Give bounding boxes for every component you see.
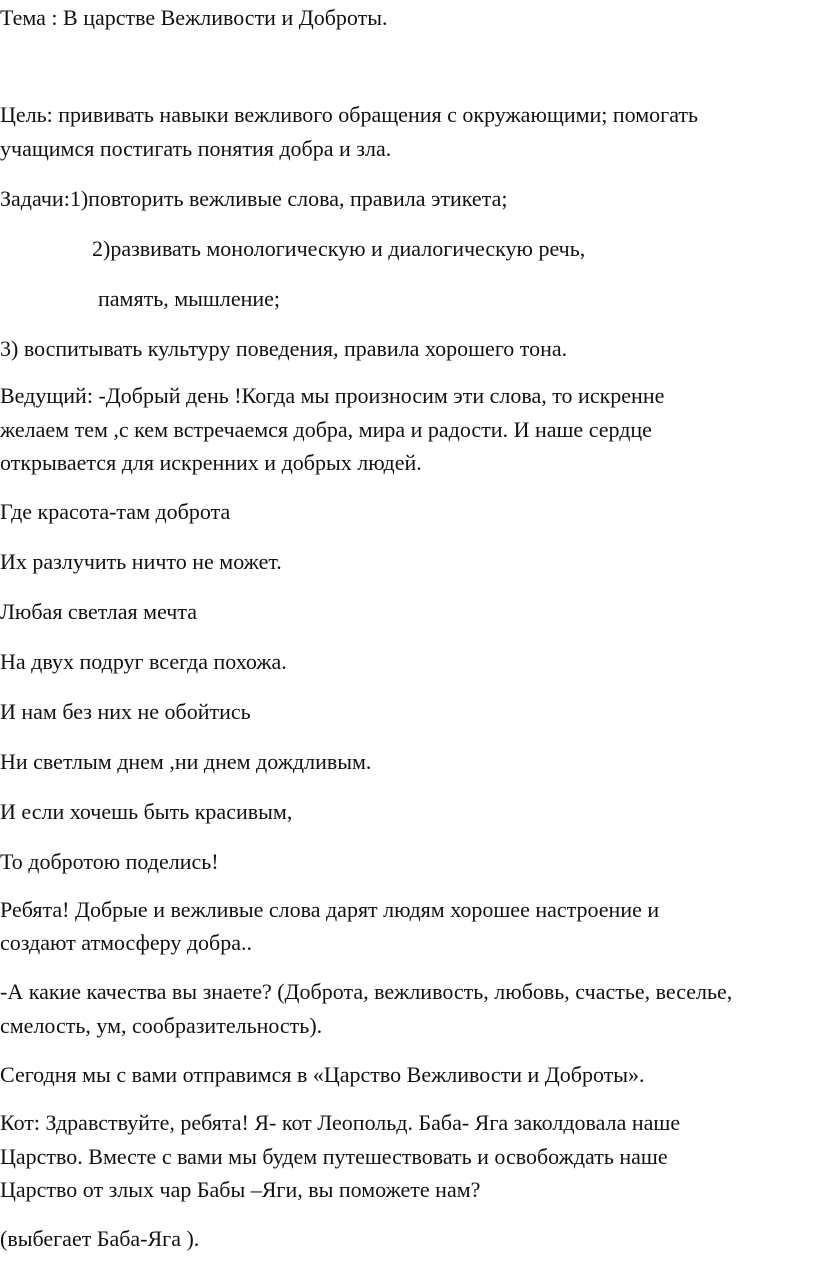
goal-line-1: Цель: прививать навыки вежливого обращения с окружающими; помогать: [0, 102, 699, 127]
cat-line-1: Кот: Здравствуйте, ребята! Я- кот Леопольд. Баба- Яга заколдовала наше: [0, 1110, 681, 1135]
poem-line-7: И если хочешь быть красивым,: [0, 799, 293, 824]
goal-line-2: учащимся постигать понятия добра и зла.: [0, 136, 392, 161]
task-2-line-b: память, мышление;: [98, 286, 281, 311]
kids-paragraph-line-1: Ребята! Добрые и вежливые слова дарят людям хорошее настроение и: [0, 897, 660, 922]
cat-line-3: Царство от злых чар Бабы –Яги, вы поможете нам?: [0, 1177, 481, 1202]
topic-line: Тема : В царстве Вежливости и Доброты.: [0, 5, 388, 30]
qualities-line-2: смелость, ум, сообразительность).: [0, 1013, 323, 1038]
host-intro-line-3: открывается для искренних и добрых людей.: [0, 450, 422, 475]
task-1-line: Задачи:1)повторить вежливые слова, правила этикета;: [0, 186, 508, 211]
poem-line-1: Где красота-там доброта: [0, 499, 231, 524]
task-2-line-a: 2)развивать монологическую и диалогическую речь,: [92, 236, 586, 261]
poem-line-5: И нам без них не обойтись: [0, 699, 251, 724]
today-line: Сегодня мы с вами отправимся в «Царство Вежливости и Доброты».: [0, 1062, 645, 1087]
poem-line-3: Любая светлая мечта: [0, 599, 198, 624]
poem-line-8: То добротою поделись!: [0, 849, 219, 874]
host-intro-line-1: Ведущий: -Добрый день !Когда мы произносим эти слова, то искренне: [0, 383, 665, 408]
host-intro-line-2: желаем тем ,с кем встречаемся добра, мира и радости. И наше сердце: [0, 417, 652, 442]
qualities-line-1: -А какие качества вы знаете? (Доброта, вежливость, любовь, счастье, веселье,: [0, 979, 733, 1004]
baba-yaga-line: (выбегает Баба-Яга ).: [0, 1226, 200, 1251]
poem-line-2: Их разлучить ничто не может.: [0, 549, 282, 574]
cat-line-2: Царство. Вместе с вами мы будем путешествовать и освобождать наше: [0, 1144, 668, 1169]
task-3-line: 3) воспитывать культуру поведения, правила хорошего тона.: [0, 336, 568, 361]
kids-paragraph-line-2: создают атмосферу добра..: [0, 930, 252, 955]
poem-line-6: Ни светлым днем ,ни днем дождливым.: [0, 749, 372, 774]
poem-line-4: На двух подруг всегда похожа.: [0, 649, 287, 674]
